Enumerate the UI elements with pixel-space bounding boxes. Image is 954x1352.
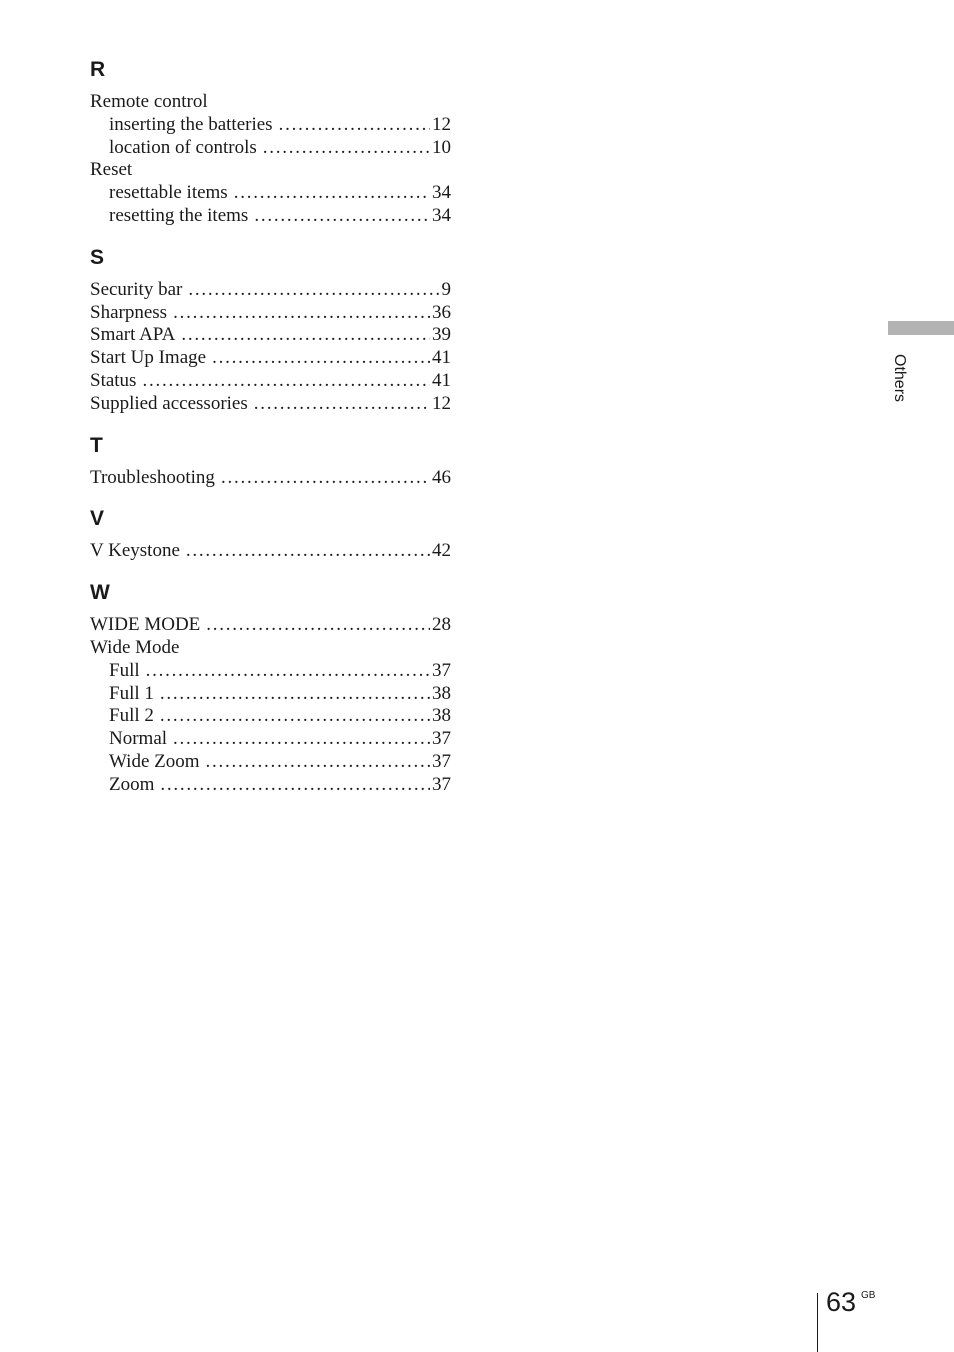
- dot-leader: [146, 660, 430, 683]
- index-section: [90, 434, 451, 490]
- entry-term: Full 2: [109, 705, 154, 727]
- index-section: [90, 58, 451, 228]
- dot-leader: [279, 114, 430, 137]
- index-subentry: [90, 660, 451, 683]
- index-subentry: [90, 774, 451, 797]
- section-letter: T: [90, 433, 103, 457]
- entry-term: Security bar: [90, 278, 183, 300]
- index-entry: [90, 467, 451, 490]
- entry-term: Full: [109, 659, 140, 681]
- entry-page-number: 37: [432, 728, 451, 750]
- entry-term: Wide Zoom: [109, 750, 200, 772]
- entry-page-number: 12: [432, 113, 451, 135]
- index-entry: [90, 279, 451, 302]
- dot-leader: [263, 137, 430, 160]
- dot-leader: [206, 751, 430, 774]
- index-list: [90, 58, 451, 815]
- entry-page-number: 36: [432, 301, 451, 323]
- section-tab-label: Others: [891, 354, 908, 403]
- index-entry: [90, 393, 451, 416]
- entry-term: location of controls: [109, 136, 257, 158]
- index-subentry: [90, 683, 451, 706]
- index-section: [90, 581, 451, 796]
- entry-term: resettable items: [109, 182, 228, 204]
- dot-leader: [160, 705, 430, 728]
- entry-term: Full 1: [109, 682, 154, 704]
- entry-page-number: 34: [432, 182, 451, 204]
- page-number-suffix: GB: [861, 1290, 876, 1301]
- entry-page-number: 37: [432, 773, 451, 795]
- index-subentry: [90, 182, 451, 205]
- dot-leader: [186, 540, 430, 563]
- entry-term: Supplied accessories: [90, 392, 248, 414]
- entry-page-number: 28: [432, 614, 451, 636]
- index-entry: [90, 347, 451, 370]
- dot-leader: [188, 279, 439, 302]
- index-subentry: [90, 751, 451, 774]
- dot-leader: [234, 182, 430, 205]
- entry-page-number: 42: [432, 540, 451, 562]
- entry-term: resetting the items: [109, 204, 249, 226]
- entry-page-number: 39: [432, 324, 451, 346]
- index-entry: [90, 324, 451, 347]
- index-subentry: [90, 114, 451, 137]
- dot-leader: [206, 614, 430, 637]
- index-subentry: [90, 728, 451, 751]
- index-entry: [90, 302, 451, 325]
- entry-term: WIDE MODE: [90, 614, 201, 636]
- section-letter: R: [90, 58, 106, 81]
- entry-term: Sharpness: [90, 301, 168, 323]
- section-letter: V: [90, 507, 105, 531]
- entry-page-number: 9: [441, 278, 451, 300]
- index-subentry: [90, 705, 451, 728]
- index-subentry: [90, 137, 451, 160]
- entry-page-number: 38: [432, 682, 451, 704]
- entry-term: V Keystone: [90, 540, 180, 562]
- dot-leader: [212, 347, 430, 370]
- entry-term: Start Up Image: [90, 347, 207, 369]
- section-letter: W: [90, 581, 110, 605]
- page-number: 63: [826, 1287, 857, 1317]
- dot-leader: [254, 393, 430, 416]
- dot-leader: [173, 728, 430, 751]
- entry-term: Reset: [90, 159, 133, 181]
- entry-page-number: 10: [432, 136, 451, 158]
- entry-term: Smart APA: [90, 324, 176, 346]
- entry-term: Troubleshooting: [90, 466, 215, 488]
- dot-leader: [160, 683, 430, 706]
- entry-page-number: 41: [432, 369, 451, 391]
- dot-leader: [254, 205, 430, 228]
- dot-leader: [142, 370, 430, 393]
- entry-term: Wide Mode: [90, 636, 180, 658]
- index-subentry: [90, 205, 451, 228]
- entry-page-number: 37: [432, 659, 451, 681]
- entry-term: inserting the batteries: [109, 113, 273, 135]
- index-entry: [90, 370, 451, 393]
- entry-page-number: 38: [432, 705, 451, 727]
- index-section: [90, 246, 451, 416]
- index-entry: [90, 540, 451, 563]
- entry-term: Normal: [109, 728, 168, 750]
- dot-leader: [160, 774, 430, 797]
- entry-page-number: 46: [432, 466, 451, 488]
- index-entry: [90, 614, 451, 637]
- index-entry: [90, 637, 451, 660]
- entry-term: Status: [90, 369, 137, 391]
- index-entry: [90, 91, 451, 114]
- entry-term: Remote control: [90, 91, 208, 112]
- section-tab-bar: [888, 321, 954, 335]
- dot-leader: [221, 467, 430, 490]
- entry-page-number: 12: [432, 392, 451, 414]
- dot-leader: [181, 324, 430, 347]
- entry-page-number: 37: [432, 750, 451, 772]
- entry-page-number: 34: [432, 204, 451, 226]
- entry-page-number: 41: [432, 347, 451, 369]
- page-number-rule: [817, 1293, 818, 1352]
- index-entry: [90, 159, 451, 182]
- entry-term: Zoom: [109, 773, 155, 795]
- dot-leader: [173, 302, 430, 325]
- index-section: [90, 507, 451, 563]
- section-letter: S: [90, 245, 105, 269]
